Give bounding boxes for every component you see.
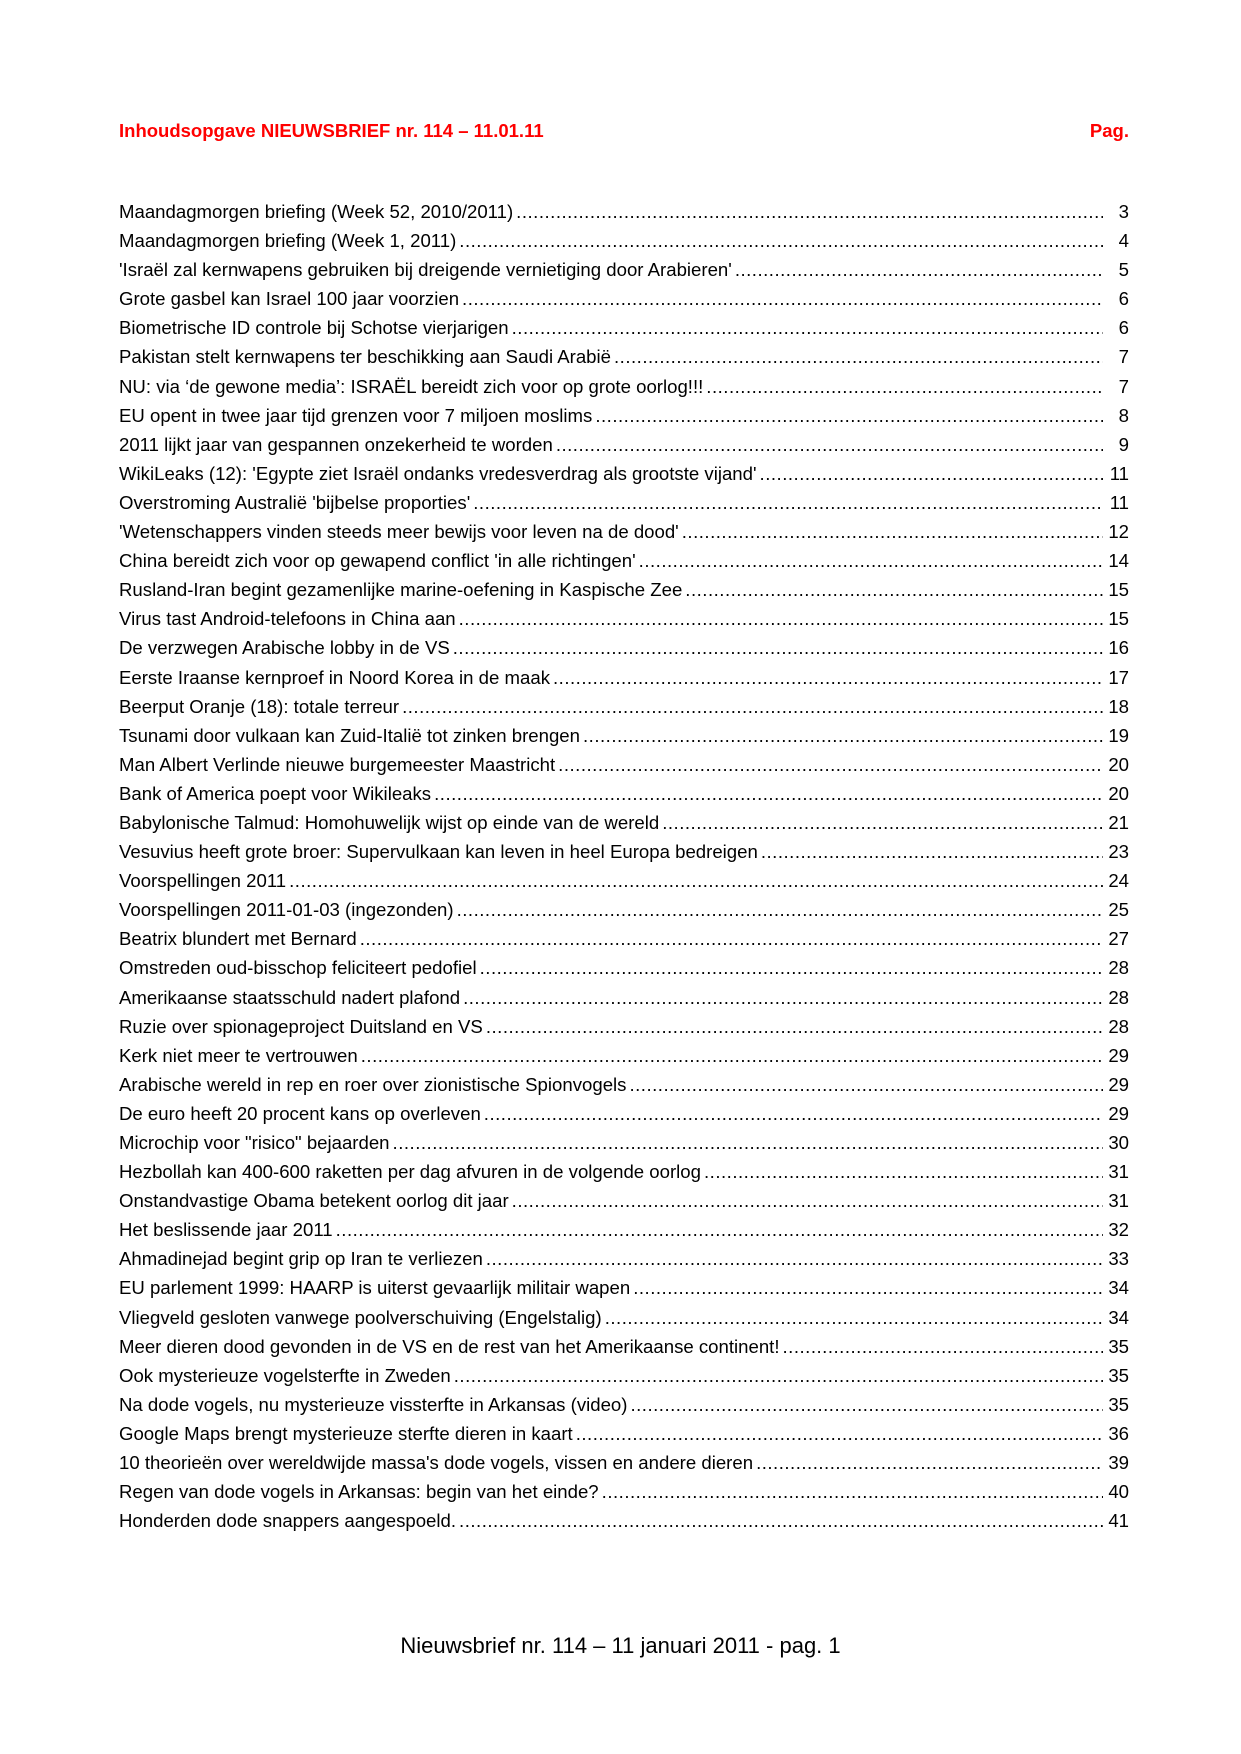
toc-entry-page-number[interactable]: 31 xyxy=(1108,1161,1129,1183)
toc-dot-leader xyxy=(459,226,1103,255)
toc-entry[interactable] xyxy=(119,1215,1129,1244)
table-of-contents xyxy=(119,197,1129,1535)
toc-entry-page-number[interactable]: 11 xyxy=(1109,462,1129,484)
toc-entry-title[interactable]: Ruzie over spionageproject Duitsland en VS xyxy=(119,1015,483,1037)
toc-entry-page-number[interactable]: 33 xyxy=(1108,1248,1129,1270)
toc-entry-title[interactable]: Virus tast Android-telefoons in China aan xyxy=(119,608,456,630)
toc-entry[interactable] xyxy=(119,1303,1129,1332)
toc-entry-title[interactable]: Het beslissende jaar 2011 xyxy=(119,1219,333,1241)
toc-entry[interactable] xyxy=(119,1506,1129,1535)
toc-dot-leader xyxy=(457,895,1103,924)
toc-entry[interactable] xyxy=(119,663,1129,692)
toc-entry[interactable] xyxy=(119,284,1129,313)
toc-entry[interactable] xyxy=(119,1099,1129,1128)
toc-entry-title[interactable]: Pakistan stelt kernwapens ter beschikking aan Saudi Arabië xyxy=(119,346,611,368)
toc-entry-title[interactable]: 2011 lijkt jaar van gespannen onzekerheid te worden xyxy=(119,433,553,455)
toc-entry-page-number[interactable]: 34 xyxy=(1108,1277,1129,1299)
toc-entry-page-number[interactable]: 24 xyxy=(1108,870,1129,892)
toc-dot-leader xyxy=(459,1506,1103,1535)
toc-dot-leader xyxy=(484,1099,1103,1128)
toc-entry[interactable] xyxy=(119,1186,1129,1215)
toc-dot-leader xyxy=(595,401,1103,430)
toc-entry-page-number[interactable]: 15 xyxy=(1108,579,1129,601)
toc-entry-page-number[interactable]: 8 xyxy=(1118,404,1129,426)
toc-entry-page-number[interactable]: 20 xyxy=(1108,782,1129,804)
toc-dot-leader xyxy=(360,924,1103,953)
toc-entry[interactable] xyxy=(119,983,1129,1012)
toc-entry-page-number[interactable]: 28 xyxy=(1108,1015,1129,1037)
toc-dot-leader xyxy=(583,721,1103,750)
toc-entry-page-number[interactable]: 18 xyxy=(1108,695,1129,717)
toc-entry-title[interactable]: Vesuvius heeft grote broer: Supervulkaan kan leven in heel Europa bedreigen xyxy=(119,841,758,863)
toc-entry-title[interactable]: Arabische wereld in rep en roer over zionistische Spionvogels xyxy=(119,1073,627,1095)
toc-entry-page-number[interactable]: 31 xyxy=(1108,1190,1129,1212)
toc-entry[interactable] xyxy=(119,721,1129,750)
toc-dot-leader xyxy=(393,1128,1103,1157)
toc-entry-title[interactable]: 10 theorieën over wereldwijde massa's dode vogels, vissen en andere dieren xyxy=(119,1452,754,1474)
toc-entry-title[interactable]: Microchip voor "risico" bejaarden xyxy=(119,1132,390,1153)
toc-dot-leader xyxy=(704,1157,1103,1186)
toc-dot-leader xyxy=(706,372,1103,401)
toc-entry-page-number[interactable]: 12 xyxy=(1108,521,1129,543)
toc-entry-page-number[interactable]: 7 xyxy=(1118,346,1129,368)
toc-dot-leader xyxy=(454,1361,1103,1390)
toc-entry[interactable] xyxy=(119,1128,1129,1157)
toc-entry-title[interactable]: Bank of America poept voor Wikileaks xyxy=(119,782,432,804)
toc-entry-page-number[interactable]: 29 xyxy=(1108,1073,1129,1095)
toc-entry-title[interactable]: Beerput Oranje (18): totale terreur xyxy=(119,695,400,717)
toc-entry[interactable] xyxy=(119,575,1129,604)
toc-entry[interactable] xyxy=(119,1477,1129,1506)
toc-dot-leader xyxy=(512,313,1103,342)
toc-entry[interactable] xyxy=(119,895,1129,924)
toc-dot-leader xyxy=(402,692,1103,721)
toc-dot-leader xyxy=(459,604,1103,633)
toc-entry[interactable] xyxy=(119,488,1129,517)
toc-dot-leader xyxy=(462,284,1103,313)
toc-entry-page-number[interactable]: 35 xyxy=(1108,1335,1129,1357)
toc-dot-leader xyxy=(336,1215,1103,1244)
toc-entry-page-number[interactable]: 36 xyxy=(1108,1422,1129,1444)
toc-entry-title[interactable]: EU opent in twee jaar tijd grenzen voor 7 miljoen moslims xyxy=(119,404,593,426)
toc-entry-title[interactable]: China bereidt zich voor op gewapend conflict 'in alle richtingen' xyxy=(119,550,636,572)
toc-entry-page-number[interactable]: 17 xyxy=(1108,666,1129,688)
toc-entry-title[interactable]: 'Israël zal kernwapens gebruiken bij dreigende vernietiging door Arabieren' xyxy=(119,259,732,281)
toc-dot-leader xyxy=(682,517,1103,546)
toc-entry-title[interactable]: Rusland-Iran begint gezamenlijke marine-oefening in Kaspische Zee xyxy=(119,579,683,601)
page-footer: Nieuwsbrief nr. 114 – 11 januari 2011 - pag. 1 xyxy=(400,1633,841,1658)
toc-entry-page-number[interactable]: 3 xyxy=(1118,201,1129,222)
toc-entry-page-number[interactable]: 19 xyxy=(1108,724,1129,746)
toc-entry-page-number[interactable]: 35 xyxy=(1108,1393,1129,1415)
toc-dot-leader xyxy=(756,1448,1103,1477)
toc-dot-leader xyxy=(630,1390,1103,1419)
toc-entry-title[interactable]: Onstandvastige Obama betekent oorlog dit jaar xyxy=(119,1190,509,1212)
toc-entry-page-number[interactable]: 20 xyxy=(1108,753,1129,775)
toc-entry-title[interactable]: De verzwegen Arabische lobby in de VS xyxy=(119,637,450,659)
toc-entry-page-number[interactable]: 34 xyxy=(1108,1306,1129,1328)
toc-entry-page-number[interactable]: 29 xyxy=(1108,1102,1129,1124)
toc-dot-leader xyxy=(556,430,1103,459)
toc-dot-leader xyxy=(486,1244,1103,1273)
toc-entry[interactable] xyxy=(119,1361,1129,1390)
toc-entry[interactable] xyxy=(119,401,1129,430)
toc-entry[interactable] xyxy=(119,255,1129,284)
toc-entry-page-number[interactable]: 11 xyxy=(1109,491,1129,513)
toc-title: Inhoudsopgave NIEUWSBRIEF nr. 114 – 11.01.11 xyxy=(119,120,544,141)
toc-entry-title[interactable]: Tsunami door vulkaan kan Zuid-Italië tot zinken brengen xyxy=(119,724,580,746)
toc-entry-title[interactable]: Omstreden oud-bisschop feliciteert pedofiel xyxy=(119,957,477,979)
toc-entry[interactable] xyxy=(119,750,1129,779)
toc-dot-leader xyxy=(685,575,1103,604)
toc-entry[interactable] xyxy=(119,1273,1129,1302)
toc-entry-title[interactable]: Beatrix blundert met Bernard xyxy=(119,928,357,950)
toc-entry-title[interactable]: Meer dieren dood gevonden in de VS en de rest van het Amerikaanse continent! xyxy=(119,1335,780,1357)
toc-dot-leader xyxy=(614,342,1103,371)
toc-dot-leader xyxy=(602,1477,1103,1506)
toc-entry[interactable] xyxy=(119,808,1129,837)
toc-entry-title[interactable]: Na dode vogels, nu mysterieuze vissterfte in Arkansas (video) xyxy=(119,1393,628,1415)
toc-dot-leader xyxy=(516,197,1103,226)
toc-entry-title[interactable]: 'Wetenschappers vinden steeds meer bewijs voor leven na de dood' xyxy=(119,521,679,543)
toc-entry-page-number[interactable]: 27 xyxy=(1108,928,1129,950)
toc-dot-leader xyxy=(486,1012,1103,1041)
toc-entry[interactable] xyxy=(119,604,1129,633)
toc-entry-page-number[interactable]: 29 xyxy=(1108,1044,1129,1066)
toc-entry[interactable] xyxy=(119,372,1129,401)
toc-entry[interactable] xyxy=(119,459,1129,488)
toc-entry-page-number[interactable]: 7 xyxy=(1118,375,1129,397)
toc-entry-title[interactable]: EU parlement 1999: HAARP is uiterst gevaarlijk militair wapen xyxy=(119,1277,631,1299)
toc-entry-page-number[interactable]: 16 xyxy=(1108,637,1129,659)
toc-entry-title[interactable]: Regen van dode vogels in Arkansas: begin van het einde? xyxy=(119,1481,599,1503)
toc-entry[interactable] xyxy=(119,837,1129,866)
toc-entry[interactable] xyxy=(119,430,1129,459)
toc-entry[interactable] xyxy=(119,517,1129,546)
toc-entry[interactable] xyxy=(119,1332,1129,1361)
toc-entry[interactable] xyxy=(119,546,1129,575)
toc-entry-title[interactable]: Maandagmorgen briefing (Week 1, 2011) xyxy=(119,230,457,252)
toc-dot-leader xyxy=(735,255,1103,284)
toc-entry-title[interactable]: Hezbollah kan 400-600 raketten per dag afvuren in de volgende oorlog xyxy=(119,1161,701,1183)
toc-entry-page-number[interactable]: 21 xyxy=(1108,811,1129,833)
toc-entry[interactable] xyxy=(119,633,1129,662)
toc-entry[interactable] xyxy=(119,779,1129,808)
toc-entry-title[interactable]: Overstroming Australië 'bijbelse proporties' xyxy=(119,491,471,513)
toc-entry-title[interactable]: Amerikaanse staatsschuld nadert plafond xyxy=(119,986,461,1008)
toc-entry-title[interactable]: De euro heeft 20 procent kans op overleven xyxy=(119,1102,481,1124)
toc-entry-page-number[interactable]: 40 xyxy=(1108,1481,1129,1503)
toc-entry[interactable] xyxy=(119,1157,1129,1186)
toc-entry[interactable] xyxy=(119,953,1129,982)
toc-dot-leader xyxy=(629,1070,1103,1099)
toc-dot-leader xyxy=(639,546,1103,575)
toc-entry-title[interactable]: Kerk niet meer te vertrouwen xyxy=(119,1044,358,1066)
toc-entry[interactable] xyxy=(119,924,1129,953)
toc-dot-leader xyxy=(289,866,1103,895)
toc-entry-title[interactable]: Vliegveld gesloten vanwege poolverschuiving (Engelstalig) xyxy=(119,1306,602,1328)
toc-dot-leader xyxy=(760,459,1103,488)
toc-entry-title[interactable]: Ahmadinejad begint grip op Iran te verliezen xyxy=(119,1248,483,1270)
toc-dot-leader xyxy=(662,808,1103,837)
toc-entry[interactable] xyxy=(119,342,1129,371)
toc-entry-page-number[interactable]: 35 xyxy=(1108,1364,1129,1386)
toc-entry-title[interactable]: Babylonische Talmud: Homohuwelijk wijst op einde van de wereld xyxy=(119,811,660,833)
toc-entry-page-number[interactable]: 23 xyxy=(1108,841,1129,863)
toc-entry[interactable] xyxy=(119,866,1129,895)
toc-entry-page-number[interactable]: 25 xyxy=(1108,899,1129,921)
toc-entry-title[interactable]: Grote gasbel kan Israel 100 jaar voorzien xyxy=(119,288,460,310)
toc-dot-leader xyxy=(633,1273,1103,1302)
toc-entry-title[interactable]: Voorspellingen 2011 xyxy=(119,870,287,892)
toc-dot-leader xyxy=(558,750,1103,779)
toc-dot-leader xyxy=(512,1186,1103,1215)
toc-dot-leader xyxy=(605,1303,1103,1332)
toc-entry[interactable] xyxy=(119,313,1129,342)
toc-dot-leader xyxy=(473,488,1103,517)
page-column-label: Pag. xyxy=(1089,120,1129,141)
toc-entry[interactable] xyxy=(119,1041,1129,1070)
toc-entry-title[interactable]: Biometrische ID controle bij Schotse vierjarigen xyxy=(119,317,509,339)
toc-entry[interactable] xyxy=(119,692,1129,721)
toc-dot-leader xyxy=(361,1041,1103,1070)
toc-entry-title[interactable]: NU: via ‘de gewone media’: ISRAËL bereidt zich voor op grote oorlog!!! xyxy=(119,375,704,397)
toc-entry[interactable] xyxy=(119,1419,1129,1448)
toc-dot-leader xyxy=(761,837,1103,866)
toc-entry-page-number[interactable]: 32 xyxy=(1108,1219,1129,1241)
toc-entry-page-number[interactable]: 9 xyxy=(1118,433,1129,455)
toc-dot-leader xyxy=(434,779,1103,808)
toc-entry[interactable] xyxy=(119,197,1129,226)
toc-entry[interactable] xyxy=(119,1070,1129,1099)
toc-entry-page-number[interactable]: 15 xyxy=(1108,608,1129,630)
toc-dot-leader xyxy=(453,633,1103,662)
toc-entry[interactable] xyxy=(119,1390,1129,1419)
toc-heading xyxy=(119,118,1129,144)
toc-dot-leader xyxy=(480,953,1103,982)
toc-dot-leader xyxy=(576,1419,1103,1448)
toc-entry-page-number[interactable]: 14 xyxy=(1108,550,1129,572)
toc-entry-page-number[interactable]: 6 xyxy=(1118,288,1129,310)
toc-entry-page-number[interactable]: 4 xyxy=(1118,230,1129,252)
toc-entry-title[interactable]: Voorspellingen 2011-01-03 (ingezonden) xyxy=(119,899,454,921)
toc-entry-title[interactable]: Google Maps brengt mysterieuze sterfte dieren in kaart xyxy=(119,1422,573,1444)
toc-entry-title[interactable]: Maandagmorgen briefing (Week 52, 2010/2011) xyxy=(119,201,514,222)
toc-entry[interactable] xyxy=(119,226,1129,255)
toc-dot-leader xyxy=(783,1332,1103,1361)
toc-entry-page-number[interactable]: 28 xyxy=(1108,957,1129,979)
toc-entry-title[interactable]: Ook mysterieuze vogelsterfte in Zweden xyxy=(119,1364,451,1386)
toc-dot-leader xyxy=(553,663,1103,692)
toc-entry-title[interactable]: WikiLeaks (12): 'Egypte ziet Israël ondanks vredesverdrag als grootste vijand' xyxy=(119,462,757,484)
toc-entry-page-number[interactable]: 30 xyxy=(1108,1132,1129,1153)
toc-entry[interactable] xyxy=(119,1448,1129,1477)
toc-entry-title[interactable]: Honderden dode snappers aangespoeld. xyxy=(119,1510,457,1532)
toc-entry-page-number[interactable]: 39 xyxy=(1108,1452,1129,1474)
toc-entry-title[interactable]: Man Albert Verlinde nieuwe burgemeester Maastricht xyxy=(119,753,556,775)
toc-entry-title[interactable]: Eerste Iraanse kernproef in Noord Korea in de maak xyxy=(119,666,550,688)
toc-entry[interactable] xyxy=(119,1012,1129,1041)
toc-entry-page-number[interactable]: 6 xyxy=(1118,317,1129,339)
toc-entry-page-number[interactable]: 28 xyxy=(1108,986,1129,1008)
toc-dot-leader xyxy=(463,983,1103,1012)
toc-entry-page-number[interactable]: 5 xyxy=(1118,259,1129,281)
toc-entry[interactable] xyxy=(119,1244,1129,1273)
toc-entry-page-number[interactable]: 41 xyxy=(1108,1510,1129,1532)
